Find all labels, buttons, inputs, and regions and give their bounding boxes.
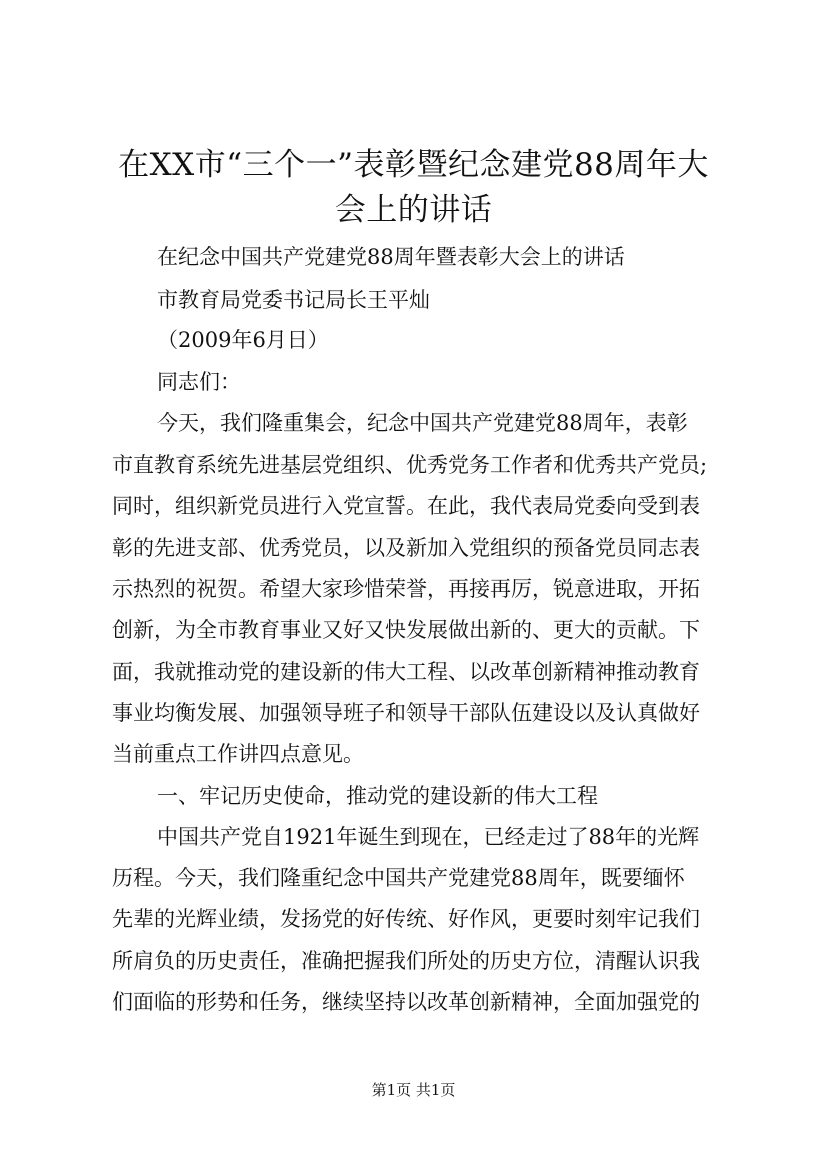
paragraph-1-line-9: 当前重点工作讲四点意见。 (112, 742, 364, 766)
section-1-heading: 一、牢记历史使命，推动党的建设新的伟大工程 (157, 784, 598, 808)
paragraph-1-line-7: 面，我就推动党的建设新的伟大工程、以改革创新精神推动教育 (112, 660, 700, 684)
paragraph-2-line-4: 所肩负的历史责任，准确把握我们所处的历史方位，清醒认识我 (112, 949, 700, 973)
paragraph-2-line-3: 先辈的光辉业绩，发扬党的好传统、好作风，更要时刻牢记我们 (112, 907, 700, 931)
speaker-line: 市教育局党委书记局长王平灿 (157, 288, 430, 312)
date-line: （2009年6月日） (157, 328, 329, 352)
page-footer: 第1页 共1页 (371, 1081, 456, 1099)
paragraph-1-line-5: 示热烈的祝贺。希望大家珍惜荣誉，再接再厉，锐意进取，开拓 (112, 577, 700, 601)
document-title-line-2: 会上的讲话 (334, 192, 493, 228)
paragraph-1-line-3: 同时，组织新党员进行入党宣誓。在此，我代表局党委向受到表 (112, 494, 700, 518)
paragraph-2-line-1: 中国共产党自1921年诞生到现在，已经走过了88年的光辉 (157, 825, 700, 849)
document-title-line-1: 在XX市“三个一”表彰暨纪念建党88周年大 (118, 147, 709, 183)
document-title (100, 143, 727, 233)
paragraph-1-line-2: 市直教育系统先进基层党组织、优秀党务工作者和优秀共产党员; (112, 453, 708, 477)
paragraph-2-line-2: 历程。今天，我们隆重纪念中国共产党建党88周年，既要缅怀 (112, 866, 685, 890)
paragraph-1-line-8: 事业均衡发展、加强领导班子和领导干部队伍建设以及认真做好 (112, 701, 700, 725)
paragraph-1-line-4: 彰的先进支部、优秀党员，以及新加入党组织的预备党员同志表 (112, 536, 700, 560)
paragraph-2-line-5: 们面临的形势和任务，继续坚持以改革创新精神，全面加强党的 (112, 990, 700, 1014)
paragraph-1-line-6: 创新，为全市教育事业又好又快发展做出新的、更大的贡献。下 (112, 618, 700, 642)
salutation-line: 同志们： (157, 370, 241, 394)
paragraph-1-line-1: 今天，我们隆重集会，纪念中国共产党建党88周年，表彰 (157, 411, 688, 435)
document-subtitle: 在纪念中国共产党建党88周年暨表彰大会上的讲话 (157, 245, 625, 269)
